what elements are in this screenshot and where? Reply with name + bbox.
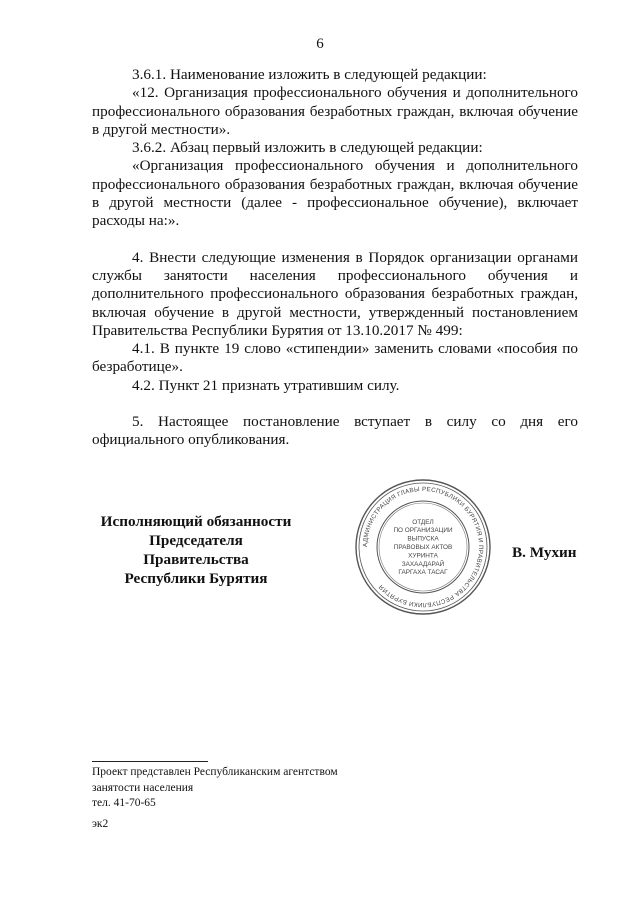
- seal-center-line: ВЫПУСКА: [407, 535, 439, 543]
- paragraph-3-6-2: 3.6.2. Абзац первый изложить в следующей редакции:: [132, 139, 483, 157]
- signatory-title-line: Председателя Правительства: [143, 532, 249, 568]
- seal-center-line: ЗАХААДАРАЙ: [401, 560, 445, 568]
- document-code: эк2: [92, 818, 109, 830]
- paragraph-4: 4. Внести следующие изменения в Порядок организации органами службы занятости населения профессионального обучения и дополнительного профессионального образования безработных граждан, включая обучение в другой местности, утвержденный постановлением Правительства Республики Бурятия от 13.10.2017 № 499:: [92, 248, 578, 339]
- paragraph-12-title: «12. Организация профессионального обучения и дополнительного профессионального образования безработных граждан, включая обучение в другой местности».: [92, 84, 578, 138]
- paragraph-5: 5. Настоящее постановление вступает в силу со дня его официального опубликования.: [92, 413, 578, 449]
- seal-center-text: [393, 519, 453, 576]
- footnote: [92, 765, 422, 812]
- seal-center-line: ПРАВОВЫХ АКТОВ: [393, 544, 453, 551]
- paragraph-4-2: 4.2. Пункт 21 признать утратившим силу.: [132, 376, 400, 394]
- signatory-title: [96, 512, 296, 588]
- seal-center-line: ПО ОРГАНИЗАЦИИ: [393, 527, 453, 535]
- footnote-line: тел. 41-70-65: [92, 797, 156, 809]
- page-number: 6: [316, 36, 324, 52]
- footnote-divider: [92, 761, 208, 762]
- footnote-line: Проект представлен Республиканским агентством: [92, 766, 338, 778]
- signatory-title-line: Исполняющий обязанности: [100, 513, 292, 530]
- seal-center-line: ХУРИНТА: [408, 552, 438, 560]
- signatory-name: В. Мухин: [512, 544, 577, 561]
- document-body: [92, 66, 578, 450]
- seal-center-line: ГАРГАХА ТАСАГ: [398, 569, 448, 577]
- seal-center-line: ОТДЕЛ: [412, 518, 434, 526]
- paragraph-3-6-1: 3.6.1. Наименование изложить в следующей редакции:: [132, 66, 487, 83]
- signatory-title-line: Республики Бурятия: [124, 570, 268, 587]
- paragraph-4-1: 4.1. В пункте 19 слово «стипендии» заменить словами «пособия по безработице».: [92, 340, 578, 376]
- seal-ring-text: АДМИНИСТРАЦИЯ ГЛАВЫ РЕСПУБЛИКИ БУРЯТИЯ И ПРАВИТЕЛЬСТВА РЕСПУБЛИКИ БУРЯТИЯ: [361, 485, 485, 609]
- footnote-line: занятости населения: [92, 781, 194, 794]
- official-seal: [353, 477, 493, 617]
- paragraph-organization: «Организация профессионального обучения и дополнительного профессионального образования безработных граждан, включая обучение в другой местности (далее - профессиональное обучение), включает расходы на:».: [92, 157, 578, 230]
